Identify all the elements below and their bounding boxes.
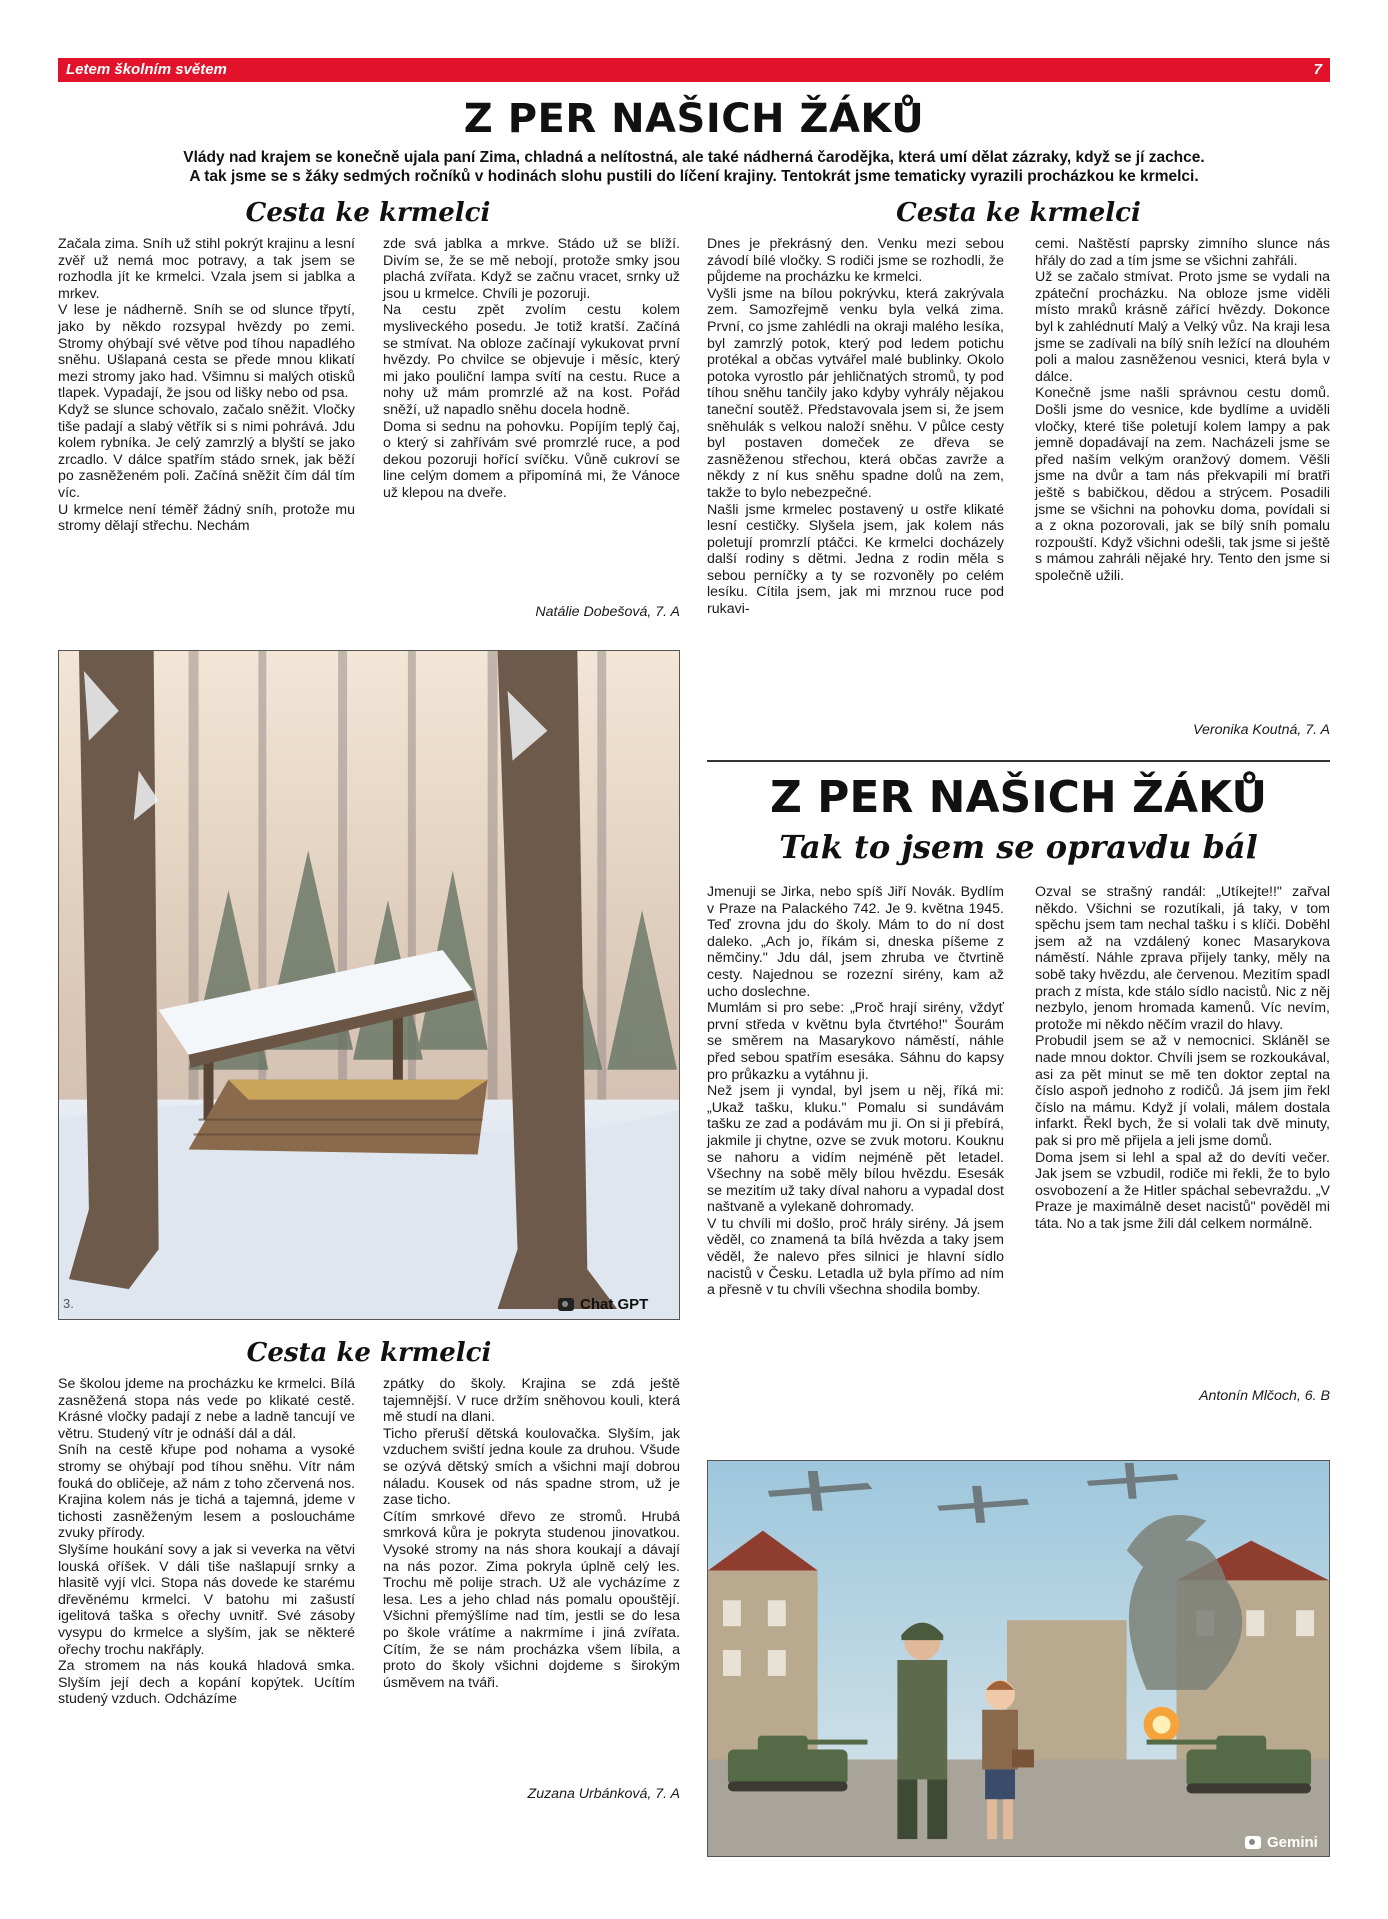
paragraph: Doma jsem si lehl a spal až do devíti večer. Jak jsem se vzbudil, rodiče mi řekli, že to bylo osvobození a že Hitler spáchal sebevraždu. „V Praze je maximálně deset nacistů" pověděl mi táta. No a tak jsme žili dál celkem normálně. xyxy=(1035,1149,1330,1232)
section-title: Letem školním světem xyxy=(66,61,227,78)
paragraph: Probudil jsem se až v nemocnici. Skláněl se nade mnou doktor. Chvíli jsem se rozkoukával, asi za pět minut se mě ten doktor zeptal na číslo aspoň jednoho z rodičů. Já jsem jim řekl číslo na mámu. Když jí volali, málem dostala infarkt. Řekl bych, že si volali tak dvě minuty, pak si pro mě přijela a jeli jsme domů. xyxy=(1035,1033,1330,1149)
page-title: Z PER NAŠICH ŽÁKŮ xyxy=(463,96,925,142)
article4-col1 xyxy=(707,884,1004,1299)
article3-col1 xyxy=(58,1376,355,1708)
divider xyxy=(707,760,1330,762)
article2-author: Veronika Koutná, 7. A xyxy=(1193,722,1330,738)
paragraph: Vyšli jsme na bílou pokrývku, která zakrývala zem. Samozřejmě venku byla velká zima. První, co jsme zahlédli na okraji malého lesíka, byl zamrzlý potok, který pod ledem potichu protékal a občas vytvářel malé bublinky. Okolo potoka vyrostlo pár jehličnatých stromů, ty pod tíhou sněhu tančily jako kdyby vyhrály nějakou taneční soutěž. Představovala jsem si, že jsem sněhulák s velkou naloží sněhu. V půlce cesty byl postaven domeček ze dřeva se zasněženou střechou, která občas zavrže a někdy z ní kus sněhu spadne dolů na zem, takže to bylo nebezpečné. xyxy=(707,285,1004,501)
paragraph: Za stromem na nás kouká hladová smka. Slyším její dech a kopání kopýtek. Ucítím studený vzduch. Odcházíme xyxy=(58,1658,355,1708)
paragraph: Ticho přeruší dětská koulovačka. Slyším, jak vzduchem sviští jedna koule za druhou. Všude se ozývá dětský smích a všichni mají dobrou náladu. Kousek od nás spadne strom, už je zase ticho. xyxy=(383,1425,680,1509)
article1-author: Natálie Dobešová, 7. A xyxy=(535,604,680,620)
article2-col2 xyxy=(1035,236,1330,584)
paragraph: Našli jsme krmelec postavený u ostře klikaté lesní cestičky. Slyšela jsem, jak kolem nás poletují promrzlí ptáčci. Ke krmelci docházely další rodiny s dětmi. Jedna z rodin měla s sebou perníčky a ty se rozvoněly po celém lesíku. Cítila jsem, jak mi mrznou ruce pod rukavi- xyxy=(707,501,1004,618)
paragraph: Sníh na cestě křupe pod nohama a vysoké stromy se ohýbají pod tíhou sněhu. Vítr nám fouká do obličeje, až nám z toho zčervená nos. Krajina kolem nás je tichá a tajemná, jdeme v tichosti zasněženým lesem a posloucháme zvuky přírody. xyxy=(58,1442,355,1542)
article2-title: Cesta ke krmelci xyxy=(896,198,1141,228)
credit-label: Gemini xyxy=(1267,1834,1318,1851)
paragraph: Slyšíme houkání sovy a jak si veverka na větvi louská oříšek. V dáli tiše našlapují srnky a hlasitě vyjí vlci. Stopa nás dovede ke starému dřevěnému krmelci. V batohu mi zašustí igelitová taška s ořechy uvnitř. Své zásoby vysypu do krmelce a slyším, jak se některé ořechy trochu nakřáply. xyxy=(58,1541,355,1658)
paragraph: Ozval se strašný randál: „Utíkejte!!" zařval někdo. Všichni se rozutíkali, já taky, v tom spěchu jsem tam nechal tašku i s klíči. Doběhl jsem až na vzdálený konec Masarykova náměstí. Náhle zprava přijely tanky, měly na sobě taky hvězdu, ale červenou. Mezitím spadl prach z místa, kde stálo sídlo nacistů. Nic z něj nezbylo, jenom hromada kamenů. Víc nevím, protože mi někdo něčím vrazil do hlavy. xyxy=(1035,884,1330,1033)
paragraph: V lese je nádherně. Sníh se od slunce třpytí, jako by někdo rozsypal hvězdy po zemi. Stromy ohýbají své větve pod tíhou napadlého sněhu. Ušlapaná cesta se přede mnou klikatí mezi stromy jako had. Všimnu si malých otisků tlapek. Vypadají, že jsou od lišky nebo od psa. xyxy=(58,302,355,402)
page-number: 7 xyxy=(1313,61,1322,78)
article2-col1 xyxy=(707,236,1004,618)
liberation-illustration-drawing xyxy=(708,1461,1329,1856)
intro-line: A tak jsme se s žáky sedmých ročníků v hodinách slohu pustili do líčení krajiny. Tentokrát jsme tematicky vyrazili procházkou ke krmelci. xyxy=(189,168,1199,185)
paragraph: Než jsem ji vyndal, byl jsem u něj, říká mi: „Ukaž tašku, kluku." Pomalu si sundávám tašku ze zad a podávám mu ji. On si ji přebírá, jakmile ji chytne, ozve se zvuk motoru. Kouknu se nahoru a vidím nejméně pět letadel. Všechny na sobě měly bílou hvězdu. Esesák se mezitím už taky díval nahoru a vypadal dost naštvaně a vylekaně dohromady. xyxy=(707,1083,1004,1216)
paragraph: Když se slunce schovalo, začalo sněžit. Vločky tiše padají a slabý větřík si s nimi pohrává. Jdu kolem rybníka. Je celý zamrzlý a blyští se jako zrcadlo. V dálce spatřím stádo srnek, jak běží po zasněženém poli. Začíná sněžit čím dál tím víc. xyxy=(58,401,355,501)
paragraph: Už se začalo stmívat. Proto jsme se vydali na zpáteční procházku. Na obloze jsme viděli místo mraků krásně zářící hvězdy. Dokonce byl k zahlédnutí Malý a Velký vůz. Na kraji lesa jsme se zadívali na bílý sníh ležící na dlouhém poli a malou zasněženou vesnici, která byla v dálce. xyxy=(1035,269,1330,385)
paragraph: zpátky do školy. Krajina se zdá ještě tajemnější. V ruce držím sněhovou kouli, která mě studí na dlani. xyxy=(383,1376,680,1426)
article4-col2 xyxy=(1035,884,1330,1232)
article3-col2 xyxy=(383,1376,680,1691)
article4-subtitle: Tak to jsem se opravdu bál xyxy=(779,828,1258,866)
paragraph: V tu chvíli mi došlo, proč hrály sirény. Já jsem věděl, co znamená ta bílá hvězda a taky jsem věděl, že nalevo přes silnici je hlavní sídlo nacistů v Česku. Letadla už byla přímo ad ním a přesně v tu chvíli všechna shodila bomby. xyxy=(707,1215,1004,1299)
intro-text xyxy=(130,148,1258,186)
image-number: 3. xyxy=(63,1296,74,1311)
paragraph: Konečně jsme našli správnou cestu domů. Došli jsme do vesnice, kde bydlíme a uviděli vločky, které tiše poletují kolem lampy a pak jemně dopadávají na zem. Nacházeli jsme se před naším velkým oranžový domem. Věšli jsme na dvůr a tam nás překvapili mí bratři ještě s babičkou, dědou a strýcem. Posadili jsme se všichni na pohovku doma, povídali si a z okna pozorovali, jak se bílý sníh pomalu rozpouští. Když všichni odešli, tak jsme si ještě s mámou zahráli nějaké hry. Tento den jsme si společně užili. xyxy=(1035,385,1330,584)
article3-author: Zuzana Urbánková, 7. A xyxy=(527,1786,680,1802)
paragraph: Dnes je překrásný den. Venku mezi sebou závodí bílé vločky. S rodiči jsme se rozhodli, že půjdeme na procházku ke krmelci. xyxy=(707,236,1004,286)
header-bar xyxy=(58,58,1330,82)
paragraph: Mumlám si pro sebe: „Proč hrají sirény, vždyť první středa v květnu byla čtvrtého!" Šourám se směrem na Masarykovo náměstí, náhle před sebou spatřím esesáka. Sáhnu do kapsy pro průkazku a vytáhnu ji. xyxy=(707,1000,1004,1083)
intro-line: Vlády nad krajem se konečně ujala paní Zima, chladná a nelítostná, ale také nádherná čarodějka, která umí dělat zázraky, když se jí zachce. xyxy=(183,149,1205,166)
article3-title: Cesta ke krmelci xyxy=(246,1338,492,1368)
article1-col1 xyxy=(58,236,355,535)
paragraph: U krmelce není téměř žádný sníh, protože mu stromy dělají střechu. Nechám xyxy=(58,501,355,535)
article1-title: Cesta ke krmelci xyxy=(245,198,491,228)
feeder-illustration xyxy=(58,650,680,1320)
camera-icon xyxy=(1245,1836,1261,1849)
paragraph: Na cestu zpět zvolím cestu kolem mysliveckého posedu. Je totiž kratší. Začíná se stmívat. Na obloze začínají vykukovat první hvězdy. Po chvilce se objevuje i měsíc, který mi jako pouliční lampa svítí na cestu. Ruce a nohy už mám promrzlé až na kost. Pořád sněží, už napadlo sněhu docela hodně. xyxy=(383,302,680,418)
liberation-illustration xyxy=(707,1460,1330,1857)
paragraph: cemi. Naštěstí paprsky zimního slunce nás hřály do zad a tím jsme se všichni zahřáli. xyxy=(1035,236,1330,269)
paragraph: Se školou jdeme na procházku ke krmelci. Bílá zasněžená stopa nás vede po klikaté cestě. Krásné vločky padají z nebe a ladně tancují ve větru. Studený vítr je odnáší dál a dál. xyxy=(58,1376,355,1442)
feeder-illustration-drawing xyxy=(59,651,679,1319)
paragraph: Doma si sednu na pohovku. Popíjím teplý čaj, o který si zahřívám své promrzlé ruce, a pod dekou pozoruji hořící svíčku. Vůně cukroví se line celým domem a připomíná mi, že Vánoce už klepou na dveře. xyxy=(383,418,680,501)
camera-icon xyxy=(558,1298,574,1311)
article4-author: Antonín Mlčoch, 6. B xyxy=(1199,1388,1330,1404)
image2-credit xyxy=(1245,1834,1318,1851)
image1-credit xyxy=(558,1296,648,1313)
paragraph: Začala zima. Sníh už stihl pokrýt krajinu a lesní zvěř už nemá moc potravy, a tak jsem se rozhodla jít ke krmelci. Vzala jsem si jablka a mrkev. xyxy=(58,236,355,302)
credit-label: Chat GPT xyxy=(580,1296,649,1313)
article1-col2 xyxy=(383,236,680,502)
paragraph: Cítím smrkové dřevo ze stromů. Hrubá smrková kůra je pokryta studenou jinovatkou. Vysoké stromy na nás shora koukají a dávají na nás pozor. Zima pokryla úplně celý les. Trochu mě polije strach. Už ale vycházíme z lesa. Les a jeho chlad nás pomalu opouštějí. Všichni přemýšlíme nad tím, jestli se do lesa po škole vrátíme a nakrmíme i jiná zvířata. Cítím, že se nám procházka všem líbila, a proto do školy všichni dojdeme s širokým úsměvem na tváři. xyxy=(383,1508,680,1691)
article4-title: Z PER NAŠICH ŽÁKŮ xyxy=(769,772,1268,823)
paragraph: Jmenuji se Jirka, nebo spíš Jiří Novák. Bydlím v Praze na Palackého 742. Je 9. května 1945. Teď zrovna jdu do školy. Mám to do ní dost daleko. „Ach jo, říkám si, dneska píšeme z němčiny." Jdu dál, jsem zhruba ve čtvrtině cesty. Najednou se rozezní sirény, kam až ucho doslechne. xyxy=(707,884,1004,1000)
paragraph: zde svá jablka a mrkve. Stádo už se blíží. Divím se, že se mě nebojí, protože smky jsou plachá zvířata. Když se začnu vracet, srnky už jsou u krmelce. Chvíli je pozoruji. xyxy=(383,236,680,302)
